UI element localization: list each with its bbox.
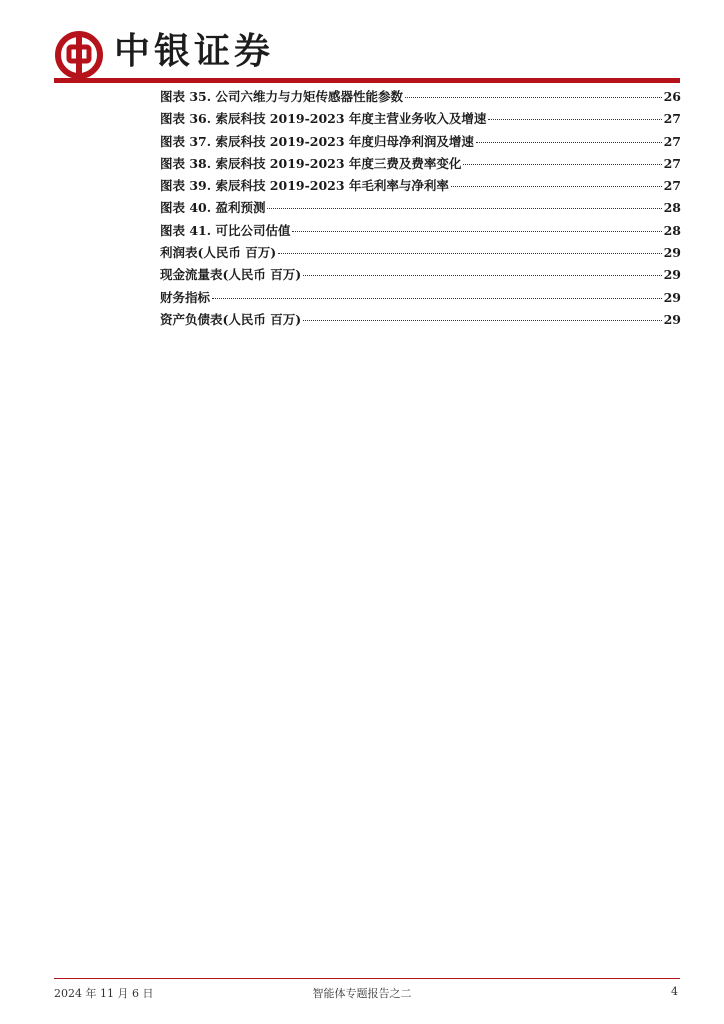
header-rule bbox=[54, 78, 680, 83]
toc-entry-page: 28 bbox=[663, 200, 681, 216]
toc-entry[interactable] bbox=[160, 176, 681, 198]
toc-entry-title: 图表 38. 索辰科技 2019-2023 年度三费及费率变化 bbox=[160, 155, 462, 171]
toc-entry-title: 图表 36. 索辰科技 2019-2023 年度主营业务收入及增速 bbox=[160, 111, 487, 127]
toc-entry[interactable] bbox=[160, 243, 681, 265]
toc-entry-page: 26 bbox=[663, 89, 681, 104]
toc-entry-title: 图表 40. 盈利预测 bbox=[160, 200, 266, 216]
toc-entry-title: 利润表(人民币 百万) bbox=[160, 245, 277, 261]
toc-entry-page: 27 bbox=[663, 178, 681, 194]
toc-leader-dots bbox=[488, 119, 661, 120]
toc-entry-page: 27 bbox=[663, 155, 681, 171]
toc-leader-dots bbox=[463, 164, 661, 165]
toc-entry-page: 29 bbox=[663, 311, 681, 327]
toc-entry-page: 28 bbox=[663, 222, 681, 238]
toc-leader-dots bbox=[278, 253, 661, 254]
toc-leader-dots bbox=[303, 275, 661, 276]
toc-entry-title: 图表 41. 可比公司估值 bbox=[160, 222, 291, 238]
toc-entry-page: 29 bbox=[663, 245, 681, 261]
toc-leader-dots bbox=[451, 186, 662, 187]
toc-entry-page: 27 bbox=[663, 133, 681, 149]
brand-name: 中银证券 bbox=[114, 31, 275, 72]
toc-entry-title: 图表 35. 公司六维力与力矩传感器性能参数 bbox=[160, 89, 403, 104]
toc-entry[interactable] bbox=[160, 265, 681, 287]
footer-page-number: 4 bbox=[671, 985, 678, 998]
toc-entry[interactable] bbox=[160, 310, 681, 332]
toc-entry-title: 图表 39. 索辰科技 2019-2023 年毛利率与净利率 bbox=[160, 178, 449, 194]
toc-entry-title: 财务指标 bbox=[160, 289, 211, 305]
footer-date: 2024 年 11 月 6 日 bbox=[54, 987, 154, 1000]
toc-entry-title: 图表 37. 索辰科技 2019-2023 年度归母净利润及增速 bbox=[160, 133, 474, 149]
toc-leader-dots bbox=[267, 208, 661, 209]
toc-entry[interactable] bbox=[160, 87, 681, 109]
toc-leader-dots bbox=[405, 97, 662, 98]
toc-entry-page: 29 bbox=[663, 267, 681, 283]
toc-entry[interactable] bbox=[160, 109, 681, 131]
page-header bbox=[54, 24, 680, 82]
toc-entry[interactable] bbox=[160, 198, 681, 220]
table-of-contents bbox=[160, 87, 681, 332]
toc-entry-page: 27 bbox=[663, 111, 681, 127]
toc-entry-page: 29 bbox=[663, 289, 681, 305]
toc-leader-dots bbox=[303, 320, 661, 321]
toc-entry[interactable] bbox=[160, 154, 681, 176]
toc-entry[interactable] bbox=[160, 221, 681, 243]
footer-report-title: 智能体专题报告之二 bbox=[312, 987, 412, 1000]
toc-entry[interactable] bbox=[160, 132, 681, 154]
toc-leader-dots bbox=[292, 231, 661, 232]
toc-leader-dots bbox=[212, 298, 662, 299]
footer-rule bbox=[54, 978, 680, 979]
toc-entry-title: 现金流量表(人民币 百万) bbox=[160, 267, 302, 283]
bank-of-china-logo-icon bbox=[54, 30, 104, 80]
toc-leader-dots bbox=[476, 142, 662, 143]
toc-entry[interactable] bbox=[160, 288, 681, 310]
toc-entry-title: 资产负债表(人民币 百万) bbox=[160, 311, 302, 327]
